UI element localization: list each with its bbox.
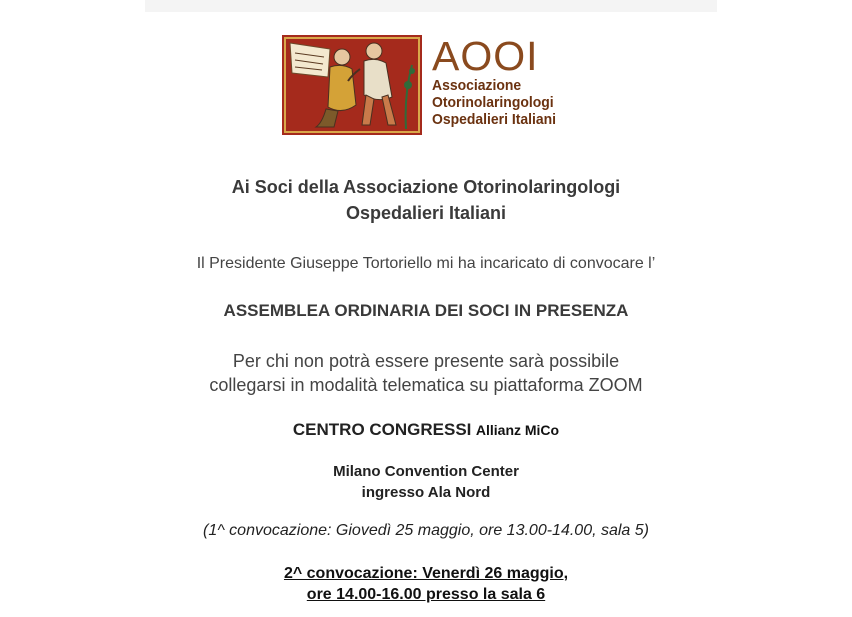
intro-text: Il Presidente Giuseppe Tortoriello mi ha incaricato di convocare l’ — [196, 255, 656, 272]
second-call-line-2: ore 14.00-16.00 presso la sala 6 — [306, 586, 546, 603]
second-call-line-1: 2^ convocazione: Venerdì 26 maggio, — [283, 565, 569, 582]
first-call-text: (1^ convocazione: Giovedì 25 maggio, ore 13.00-14.00, sala 5) — [203, 522, 649, 539]
venue-line-1: Milano Convention Center — [333, 463, 519, 480]
venue-line-2: ingresso Ala Nord — [361, 484, 491, 501]
medieval-manuscript-illustration-icon — [282, 35, 422, 135]
logo-line-1: Associazione — [432, 77, 522, 94]
remote-line-2: collegarsi in modalità telematica su piattaforma ZOOM — [209, 375, 643, 395]
venue-main: CENTRO CONGRESSI — [292, 420, 472, 439]
remote-line-1: Per chi non potrà essere presente sarà possibile — [232, 351, 620, 371]
logo-acronym: AOOI — [432, 33, 539, 79]
top-strip — [145, 0, 717, 12]
heading-line-2: Ospedalieri Italiani — [345, 203, 507, 223]
assembly-title: ASSEMBLEA ORDINARIA DEI SOCI IN PRESENZA — [223, 301, 629, 320]
aooi-logo — [282, 35, 582, 139]
venue-title — [0, 420, 852, 440]
logo-line-3: Ospedalieri Italiani — [432, 111, 557, 128]
heading-line-1: Ai Soci della Associazione Otorinolaringologi — [231, 177, 621, 197]
logo-text — [432, 35, 582, 128]
venue-sub: Allianz MiCo — [475, 422, 560, 438]
logo-line-2: Otorinolaringologi — [432, 94, 554, 111]
